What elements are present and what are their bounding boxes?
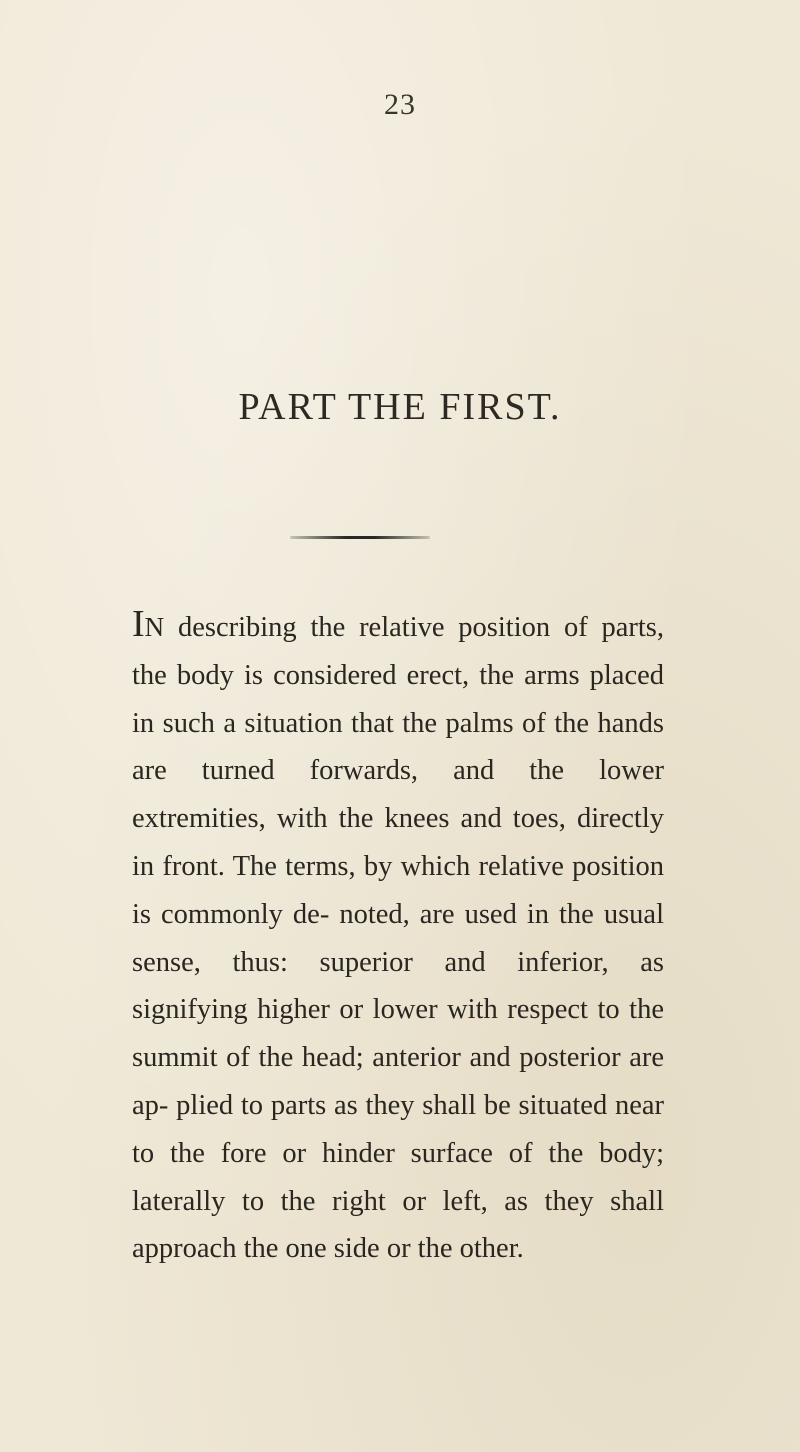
page-number: 23 (384, 88, 416, 121)
part-title: PART THE FIRST. (238, 386, 562, 428)
body-paragraph (132, 604, 664, 1273)
ornamental-divider (290, 536, 430, 539)
paragraph-lead-word: In (132, 603, 165, 645)
paragraph-text: describing the relative position of parts, the body is considered erect, the arms placed in such a situation that the palms of the hands are turned forwards, and the lower extremities, with the knees and toes, directly in front. The terms, by which relative position is commonly de- noted, are used in the usual sense, thus: superior and inferior, as signifying higher or lower with respect to the summit of the head; anterior and posterior are ap- plied to parts as they shall be situated near to the fore or hinder surface of the body; laterally to the right or left, as they shall approach the one side or the other. (132, 612, 664, 1265)
